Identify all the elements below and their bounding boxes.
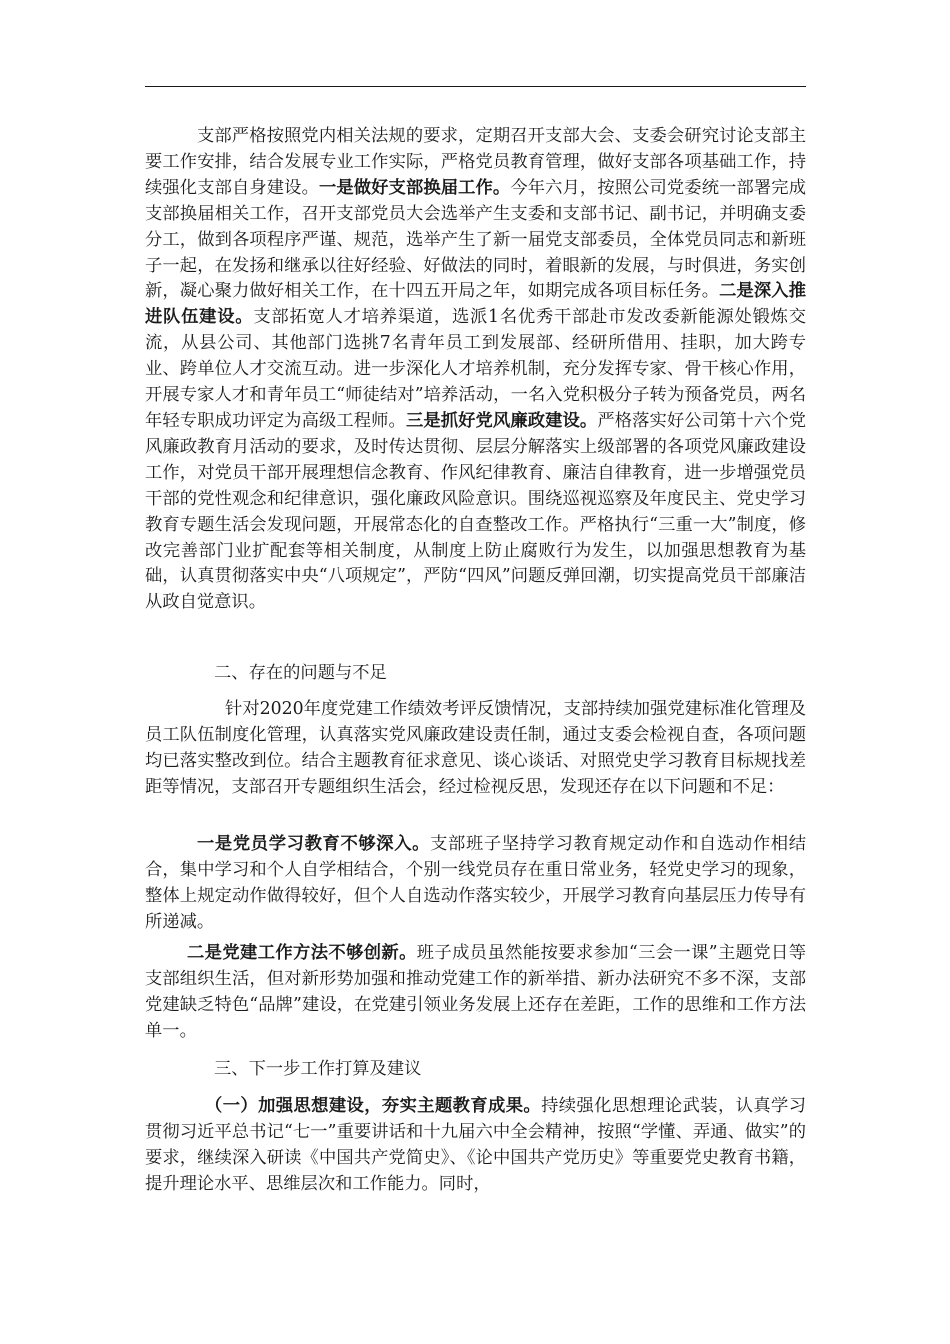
header-rule: [145, 86, 806, 87]
para-text: 支部拓宽人才培养渠道，选派1名优秀干部赴市发改委新能源处锻炼交流，从县公司、其他部门选挑7名青年员工到发展部、经研所借用、挂职，加大跨专业、跨单位人才交流互动。进一步深化人才培养机制，充分发挥专家、骨干核心作用，开展专家人才和青年员工“师徒结对”培养活动，一名入党积极分子转为预备党员，两名年轻专职成功评定为高级工程师。: [145, 307, 806, 431]
bold-lead-1: 一是做好支部换届工作。: [318, 177, 511, 198]
paragraph-problem-2: [145, 941, 806, 1045]
para-text: 班子成员虽然能按要求参加“三会一课”主题党日等支部组织生活，但对新形势加强和推动党建工作的新举措、新办法研究不多不深，支部党建缺乏特色“品牌”建设，在党建引领业务发展上还存在差距，工作的思维和工作方法单一。: [145, 943, 806, 1041]
paragraph-problem-1: [145, 832, 806, 936]
para-text: 严格落实好公司第十六个党风廉政教育月活动的要求，及时传达贯彻、层层分解落实上级部署的各项党风廉政建设工作，对党员干部开展理想信念教育、作风纪律教育、廉洁自律教育，进一步增强党员干部的党性观念和纪律意识，强化廉政风险意识。围绕巡视巡察及年度民主、党史学习教育专题生活会发现问题，开展常态化的自查整改工作。严格执行“三重一大”制度，修改完善部门业扩配套等相关制度，从制度上防止腐败行为发生，以加强思想教育为基础，认真贯彻落实中央“八项规定”，严防“四风”问题反弹回潮，切实提高党员干部廉洁从政自觉意识。: [145, 410, 806, 613]
section-heading-3: 三、下一步工作打算及建议: [214, 1059, 422, 1079]
paragraph-problems-intro: 针对2020年度党建工作绩效考评反馈情况，支部持续加强党建标准化管理及员工队伍制度化管理，认真落实党风廉政建设责任制，通过支委会检视自查，各项问题均已落实整改到位。结合主题教育征求意见、谈心谈话、对照党史学习教育目标规找差距等情况，支部召开专题组织生活会，经过检视反思，发现还存在以下问题和不足：: [145, 699, 806, 797]
bold-lead-problem-2: 二是党建工作方法不够创新。: [187, 943, 417, 963]
paragraph-branch-work: [145, 124, 806, 616]
bold-lead-plan-1: （一）加强思想建设，夯实主题教育成果。: [205, 1096, 542, 1116]
para-text: 支部班子坚持学习教育规定动作和自选动作相结合，集中学习和个人自学相结合，个别一线党员存在重日常业务，轻党史学习的现象，整体上规定动作做得较好，但个人自选动作落实较少，开展学习教育向基层压力传导有所递减。: [145, 834, 806, 932]
bold-lead-problem-1: 一是党员学习教育不够深入。: [197, 834, 431, 854]
para-text: 支部严格按照党内相关法规的要求，定期召开支部大会、支委会研究讨论支部主要工作安排，结合发展专业工作实际，严格党员教育管理，做好支部各项基础工作，持续强化支部自身建设。: [145, 126, 806, 198]
para-text: 今年六月，按照公司党委统一部署完成支部换届相关工作，召开支部党员大会选举产生支委和支部书记、副书记，并明确支委分工，做到各项程序严谨、规范，选举产生了新一届党支部委员，全体党员同志和新班子一起，在发扬和继承以往好经验、好做法的同时，着眼新的发展，与时俱进，务实创新，凝心聚力做好相关工作，在十四五开局之年，如期完成各项目标任务。: [145, 177, 806, 302]
section-heading-2: 二、存在的问题与不足: [214, 663, 387, 683]
paragraph-plan-1: [145, 1094, 806, 1198]
bold-lead-2: 二是深入推进队伍建设。: [145, 281, 806, 328]
para-text: 持续强化思想理论武装，认真学习贯彻习近平总书记“七一”重要讲话和十九届六中全会精神，按照“学懂、弄通、做实”的要求，继续深入研读《中国共产党简史》、《论中国共产党历史》等重要党史教育书籍，提升理论水平、思维层次和工作能力。同时，: [145, 1096, 806, 1194]
bold-lead-3: 三是抓好党风廉政建设。: [405, 410, 598, 431]
